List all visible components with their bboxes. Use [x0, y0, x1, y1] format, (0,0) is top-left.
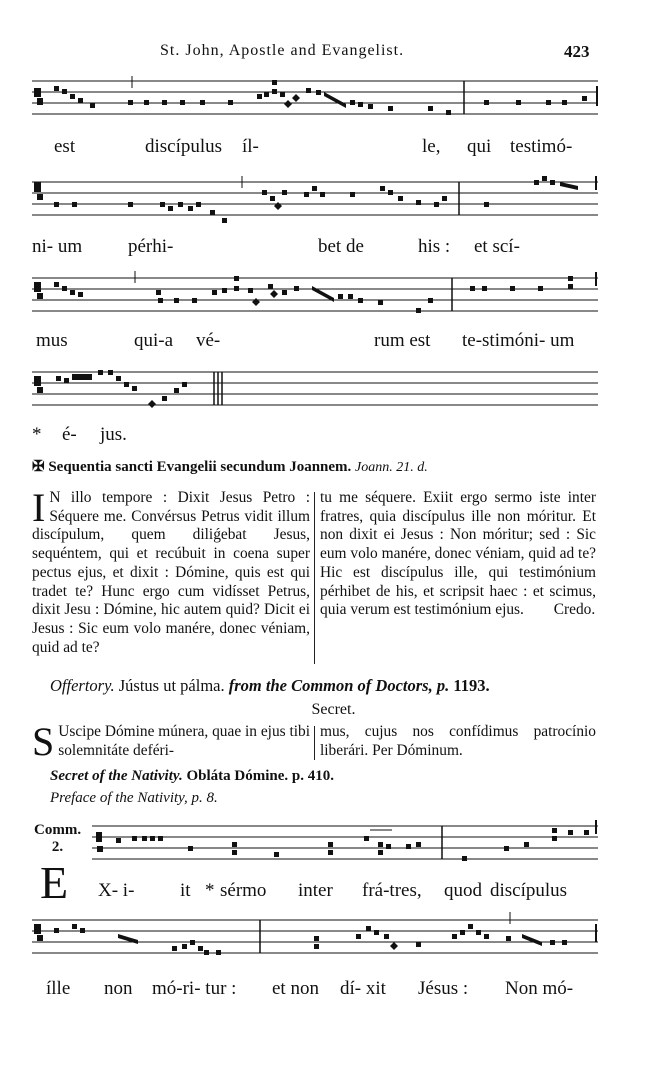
lyric: est: [54, 136, 76, 157]
gospel-heading: ✠ Sequentia sancti Evangelii secundum Joannem.: [32, 459, 352, 475]
chant-staff-4: [32, 362, 598, 418]
lyric: non: [104, 978, 133, 999]
credo: Credo.: [553, 601, 596, 619]
lyric: pérhi-: [128, 236, 174, 257]
lyric: qui-a: [134, 330, 174, 351]
communion-staff-1: [92, 816, 598, 872]
lyric: discípulus: [145, 136, 223, 157]
communion-initial: E: [40, 857, 69, 908]
offertory-incipit: Jústus ut pálma.: [118, 676, 225, 695]
offertory-line: [50, 676, 490, 696]
chant-staff-2: [32, 172, 598, 228]
preface-note: [50, 790, 218, 807]
offertory-page: 1193.: [453, 676, 490, 695]
lyric: it: [180, 880, 191, 901]
column-divider: [314, 492, 315, 664]
lyric: et non: [272, 978, 319, 999]
lyric: et scí-: [474, 236, 520, 257]
gospel-right-column: [320, 489, 596, 620]
secret-left-column: [32, 719, 310, 764]
gospel-text-right: tu me séquere. Exiit ergo sermo iste inter fratres, quia discípulus ille non móritur. Et non dixit ei Jesus : Non móritur; sed : Sic eum volo manére, donec véniam, quid ad te? Hic est discípulus ille, qui testimónium pérhibet de his, et scripsit haec : et scimus, quia verum est testimónium ejus.: [320, 489, 596, 619]
lyric: ílle: [46, 978, 71, 999]
lyric: vé-: [196, 330, 221, 351]
secret-nativity-note: [50, 768, 334, 785]
note-text: Obláta Dómine. p. 410.: [186, 768, 335, 784]
lyric: le,: [422, 136, 441, 157]
lyric: X- i-: [98, 880, 135, 901]
lyric: ni- um: [32, 236, 83, 257]
lyric: *: [32, 424, 42, 445]
offertory-source: from the Common of Doctors, p.: [228, 676, 450, 695]
lyric: te-stimóni- um: [462, 330, 575, 351]
lyric: Jésus :: [418, 978, 469, 999]
gospel-left-column: [32, 485, 310, 657]
note-page: p. 8.: [191, 790, 218, 806]
drop-cap: I: [32, 485, 46, 530]
offertory-label: Offertory.: [50, 676, 115, 695]
chant-staff-1: [32, 76, 598, 126]
gospel-reference: Joann. 21. d.: [355, 460, 428, 475]
note-label: Secret of the Nativity.: [50, 768, 183, 784]
running-head: [0, 42, 667, 64]
lyric: his :: [418, 236, 451, 257]
comm-abbrev: Comm.: [34, 822, 82, 838]
communion-label: [34, 822, 81, 856]
lyric: *: [205, 880, 215, 901]
lyric: frá-tres,: [362, 880, 422, 901]
lyric: é-: [62, 424, 77, 445]
lyric: dí- xit: [340, 978, 386, 999]
note-label: Preface of the Nativity,: [50, 790, 188, 806]
running-title: St. John, Apostle and Evangelist.: [160, 42, 405, 59]
lyric: bet de: [318, 236, 364, 257]
secret-heading: Secret.: [311, 701, 356, 718]
lyric: mus: [36, 330, 68, 351]
column-divider: [314, 726, 315, 760]
lyric: discípulus: [490, 880, 568, 901]
secret-text-right: mus, cujus nos confídimus patrocínio liberári. Per Dóminum.: [320, 723, 596, 759]
lyric: quod: [444, 880, 482, 901]
lyric: Non mó-: [505, 978, 574, 999]
communion-staff-2: [32, 910, 598, 966]
gospel-text-left: N illo tempore : Dixit Jesus Petro : Séquere me. Convérsus Petrus vidit illum discípulum, quem diliǵebat Jesus, sequéntem, qui et recúbuit in coena super pectus ejus, et dixit : Dómine, quis est qui tradet te? Hunc ergo cum vidísset Petrus, dixit Jesu : Dómine, hic autem quid? Dicit ei Jesus : Sic eum volo manére, donec véniam, quid ad te?: [32, 489, 310, 656]
secret-text-left: Uscipe Dómine múnera, quae in ejus tibi solemnitáte deféri-: [58, 723, 310, 759]
secret-right-column: [320, 723, 596, 760]
lyric: rum est: [374, 330, 431, 351]
comm-mode: 2.: [51, 839, 64, 855]
lyric: sérmo: [220, 880, 267, 901]
lyric: íl-: [242, 136, 259, 157]
lyric: mó-ri- tur :: [152, 978, 237, 999]
lyric: inter: [298, 880, 333, 901]
drop-cap: S: [32, 719, 55, 764]
page-number: 423: [564, 42, 590, 61]
lyric: jus.: [100, 424, 127, 445]
gospel-title: [32, 457, 428, 476]
lyric: qui: [467, 136, 492, 157]
lyric: testimó-: [510, 136, 573, 157]
chant-staff-3: [32, 268, 598, 324]
